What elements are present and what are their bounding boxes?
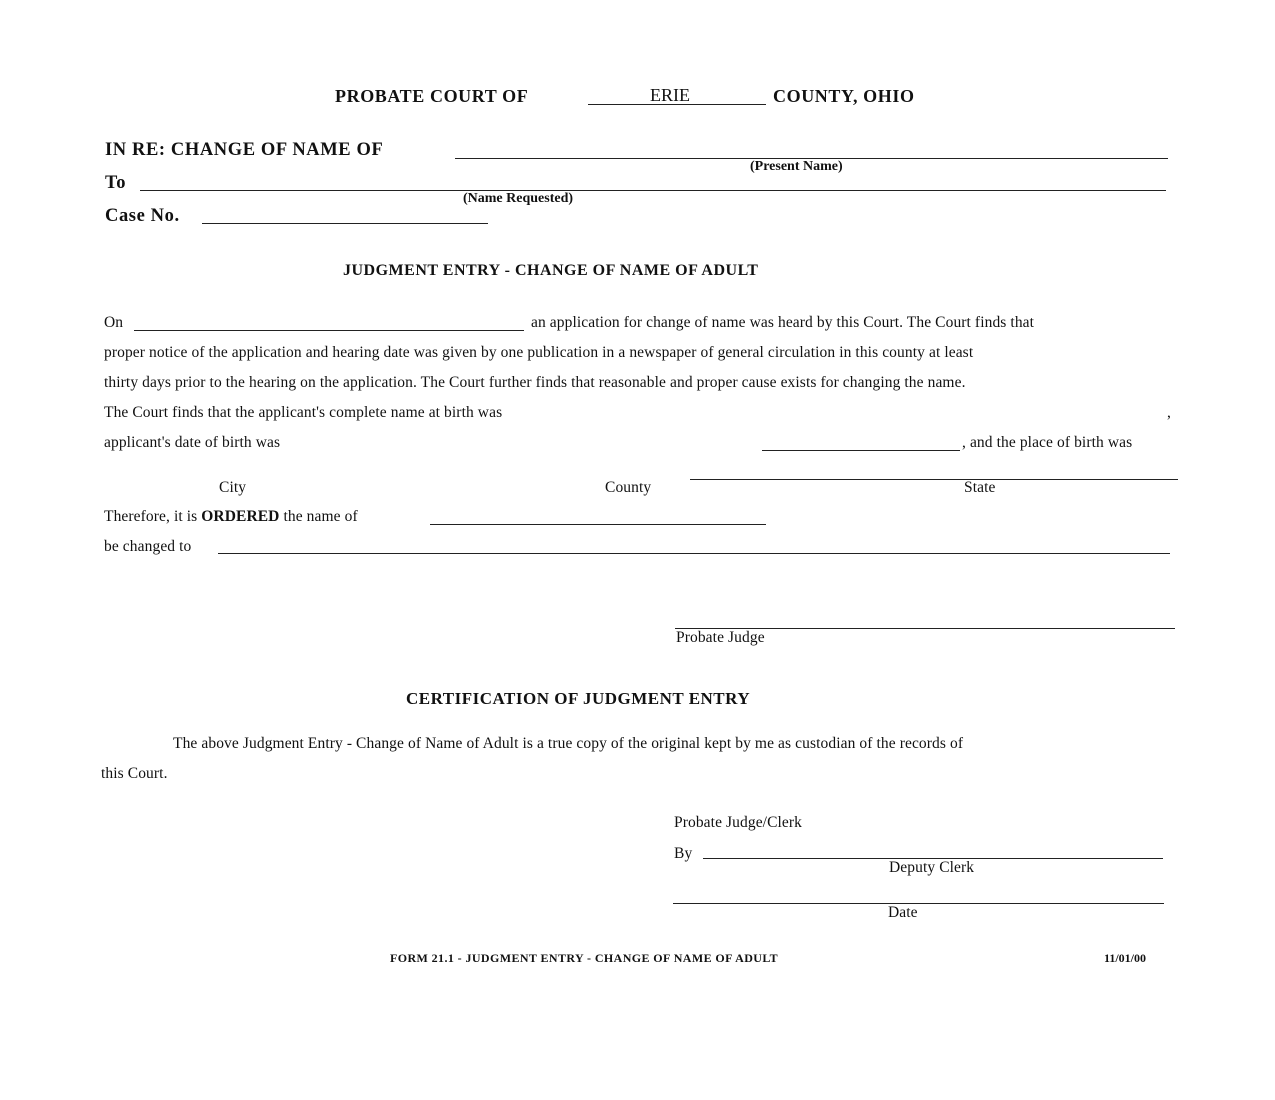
- court-suffix: COUNTY, OHIO: [773, 86, 915, 106]
- county-value: ERIE: [650, 85, 690, 105]
- ordered-suffix: the name of: [283, 508, 358, 525]
- by-label: By: [674, 845, 693, 862]
- case-no-label: Case No.: [105, 206, 180, 226]
- state-label: State: [964, 479, 996, 496]
- birth-date-line[interactable]: [762, 450, 960, 451]
- ordered-word: ORDERED: [201, 508, 280, 525]
- on-label: On: [104, 314, 124, 331]
- judgment-line5-start: applicant's date of birth was: [104, 434, 281, 451]
- name-requested-line[interactable]: [140, 190, 1166, 191]
- case-no-line[interactable]: [202, 223, 488, 224]
- in-re-label: IN RE: CHANGE OF NAME OF: [105, 140, 384, 160]
- changed-to-line[interactable]: [218, 553, 1170, 554]
- ordered-prefix: Therefore, it is: [104, 508, 198, 525]
- judgment-title: JUDGMENT ENTRY - CHANGE OF NAME OF ADULT: [343, 262, 759, 279]
- ordered-line: [104, 508, 358, 526]
- name-requested-label: (Name Requested): [463, 191, 574, 206]
- probate-judge-label: Probate Judge: [676, 629, 765, 646]
- judgment-line4-end: ,: [1167, 404, 1171, 421]
- changed-to-label: be changed to: [104, 538, 192, 555]
- judgment-line3: thirty days prior to the hearing on the application. The Court further finds that reasonable and proper cause exists for changing the name.: [104, 374, 966, 391]
- city-label: City: [219, 479, 247, 496]
- hearing-date-line[interactable]: [134, 330, 524, 331]
- to-label: To: [105, 173, 127, 193]
- judge-clerk-label: Probate Judge/Clerk: [674, 814, 803, 831]
- date-label: Date: [888, 904, 918, 921]
- judgment-line5-end: , and the place of birth was: [962, 434, 1133, 451]
- certification-line2: this Court.: [101, 765, 168, 782]
- birth-place-line[interactable]: [690, 479, 1178, 480]
- certification-line1: The above Judgment Entry - Change of Name of Adult is a true copy of the original kept by me as custodian of the records of: [173, 735, 964, 752]
- present-name-label: (Present Name): [750, 159, 843, 174]
- judgment-line1: an application for change of name was heard by this Court. The Court finds that: [531, 314, 1035, 331]
- county-label: County: [605, 479, 652, 496]
- certification-title: CERTIFICATION OF JUDGMENT ENTRY: [406, 689, 751, 708]
- judgment-line4: The Court finds that the applicant's complete name at birth was: [104, 404, 503, 421]
- judgment-line2: proper notice of the application and hearing date was given by one publication in a newspaper of general circulation in this county at least: [104, 344, 974, 361]
- date-line[interactable]: [673, 903, 1164, 904]
- court-prefix: PROBATE COURT OF: [335, 86, 529, 106]
- form-label: FORM 21.1 - JUDGMENT ENTRY - CHANGE OF NAME OF ADULT: [390, 951, 779, 965]
- ordered-name-line[interactable]: [430, 524, 766, 525]
- deputy-clerk-label: Deputy Clerk: [889, 859, 975, 876]
- form-date: 11/01/00: [1104, 951, 1147, 965]
